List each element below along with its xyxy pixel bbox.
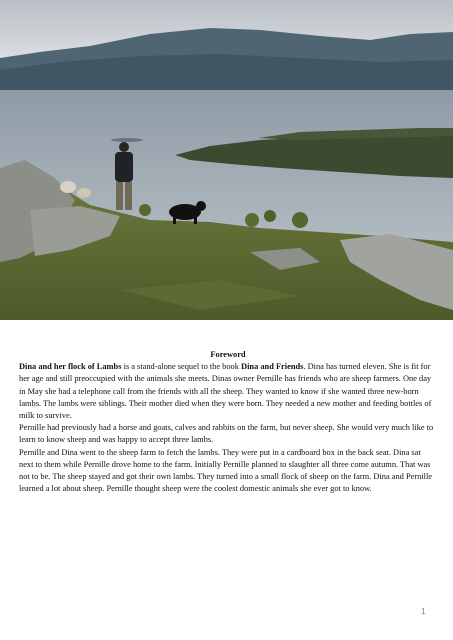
- foreword-section: [19, 349, 437, 495]
- paragraph-1: [19, 361, 437, 422]
- page-number: 1: [421, 607, 426, 616]
- prior-book-title: Dina and Friends: [241, 362, 304, 372]
- paragraph-3: Pernille and Dina went to the sheep farm to fetch the lambs. They were put in a cardboard box in the back seat. Dina sat next to them while Pernille drove home to the farm. Initially Pernille planned to slaughter all three come autumn. That was not to be. The sheep stayed and got their own lambs. They turned into a small flock of sheep on the farm. Dina and Pernille learned a lot about sheep. Pernille thought sheep were the coolest domestic animals she ever got to know.: [19, 447, 432, 494]
- paragraph-1-text-b: . Dina has turned eleven. She is fit for her age and still preoccupied with the animals she meets. Dinas owner Pernille has friends who are sheep farmers. One day in May she had a telephone call from the friends with all the sheep. They wanted to know if she wanted three new-born lambs. The lambs were siblings. Their mother died when they were born. They needed a new mother and feeding bottles of milk to survive.: [19, 362, 432, 421]
- book-title: Dina and her flock of Lambs: [19, 362, 122, 372]
- paragraph-2: Pernille had previously had a horse and goats, calves and rabbits on the farm, but never sheep. She would very much like to learn to know sheep and was happy to accept three lambs.: [19, 423, 434, 445]
- foreword-heading: Foreword: [210, 350, 246, 359]
- paragraph-1-text-a: is a stand-alone sequel to the book: [121, 362, 242, 372]
